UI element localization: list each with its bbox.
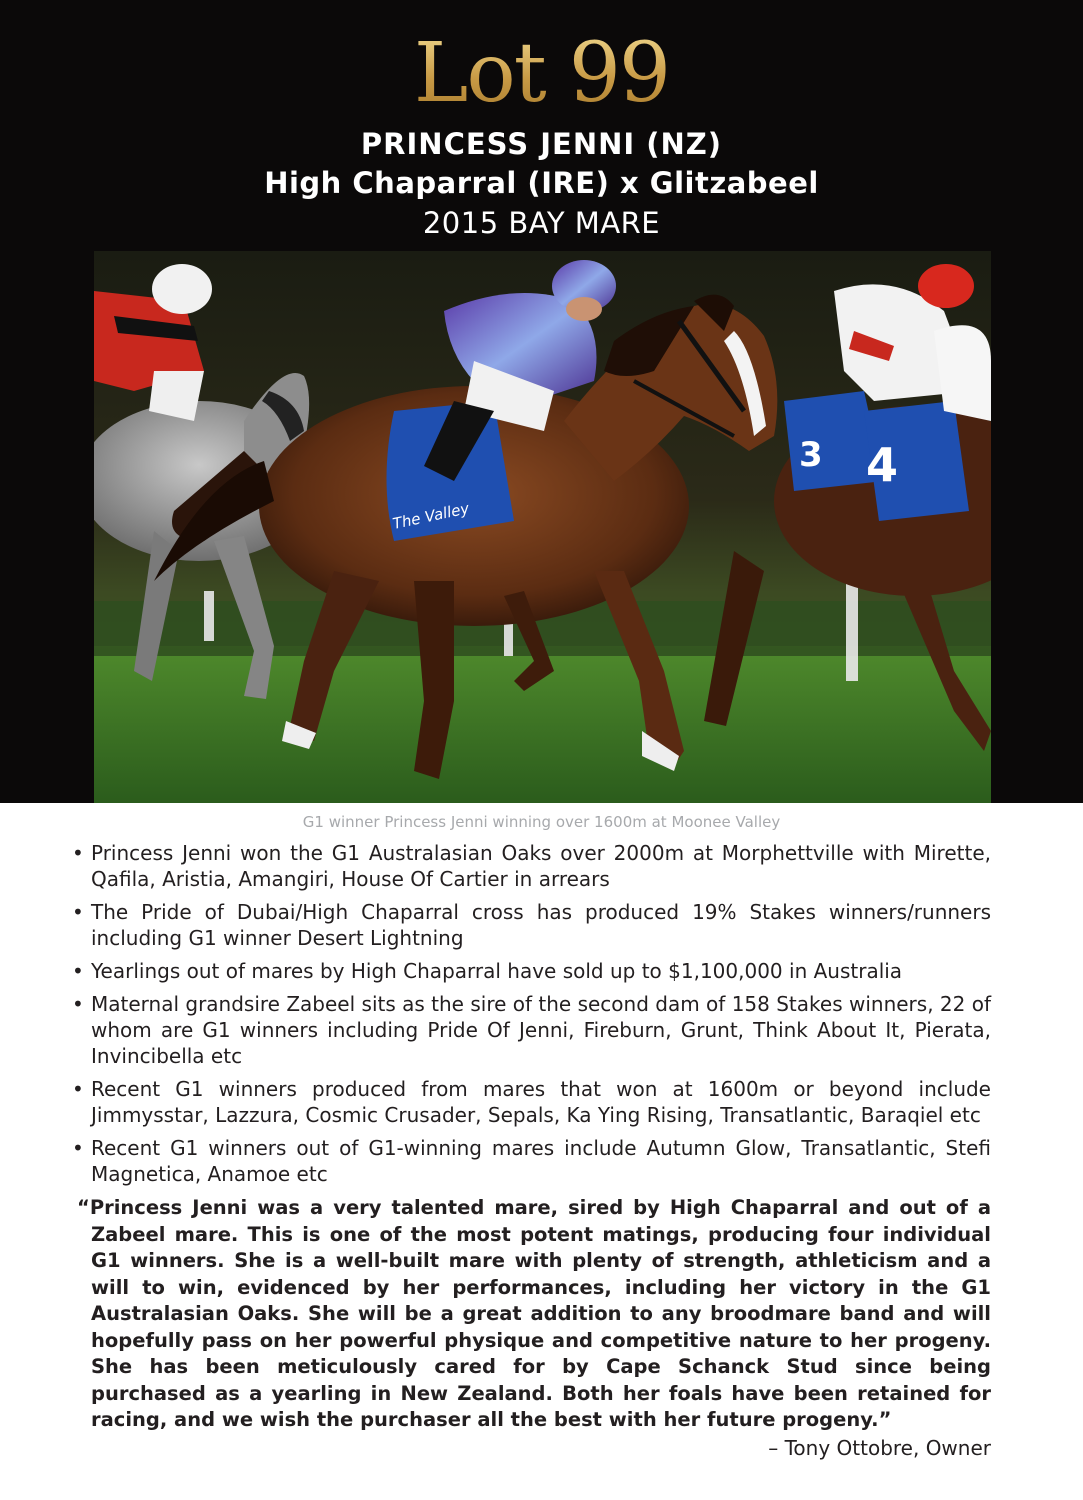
list-item: • Yearlings out of mares by High Chaparral have sold up to $1,100,000 in Australia <box>72 958 991 984</box>
race-photo <box>94 251 991 803</box>
highlights-list <box>72 840 991 1194</box>
quote-attribution: – Tony Ottobre, Owner <box>768 1436 991 1460</box>
saddlecloth-text: The Valley <box>391 499 471 533</box>
saddlecloth-number-right: 4 <box>866 438 899 492</box>
photo-caption: G1 winner Princess Jenni winning over 1600m at Moonee Valley <box>302 813 781 831</box>
pedigree-line: High Chaparral (IRE) x Glitzabeel <box>264 166 819 200</box>
horse-description: 2015 BAY MARE <box>422 206 661 240</box>
owner-quote: “Princess Jenni was a very talented mare, sired by High Chaparral and out of a Zabeel mare. This is one of the most potent matings, producing four individual G1 winners. She is a well-built mare with plenty of strength, athleticism and a will to win, evidenced by her performances, including her victory in the G1 Australasian Oaks. She will be a great addition to any broodmare band and will hopefully pass on her powerful physique and competitive nature to her progeny. She has been meticulously cared for by Cape Schanck Stud since being purchased as a yearling in New Zealand. Both her foals have been retained for racing, and we wish the purchaser all the best with her future progeny.” <box>77 1196 991 1431</box>
list-item: • Recent G1 winners out of G1-winning mares include Autumn Glow, Transatlantic, Stefi Magnetica, Anamoe etc <box>72 1135 991 1187</box>
lot-number-title: Lot 99 <box>0 28 1083 120</box>
list-item: • Recent G1 winners produced from mares that won at 1600m or beyond include Jimmysstar, Lazzura, Cosmic Crusader, Sepals, Ka Ying Rising, Transatlantic, Baraqiel etc <box>72 1076 991 1128</box>
saddlecloth-number-left: 3 <box>799 435 823 475</box>
horse-name: PRINCESS JENNI (NZ) <box>360 127 723 161</box>
list-item: • Maternal grandsire Zabeel sits as the sire of the second dam of 158 Stakes winners, 22 of whom are G1 winners including Pride Of Jenni, Fireburn, Grunt, Think About It, Pierata, Invincibella etc <box>72 991 991 1069</box>
list-item: • The Pride of Dubai/High Chaparral cross has produced 19% Stakes winners/runners including G1 winner Desert Lightning <box>72 899 991 951</box>
list-item: • Princess Jenni won the G1 Australasian Oaks over 2000m at Morphettville with Mirette, Qafila, Aristia, Amangiri, House Of Cartier in arrears <box>72 840 991 892</box>
